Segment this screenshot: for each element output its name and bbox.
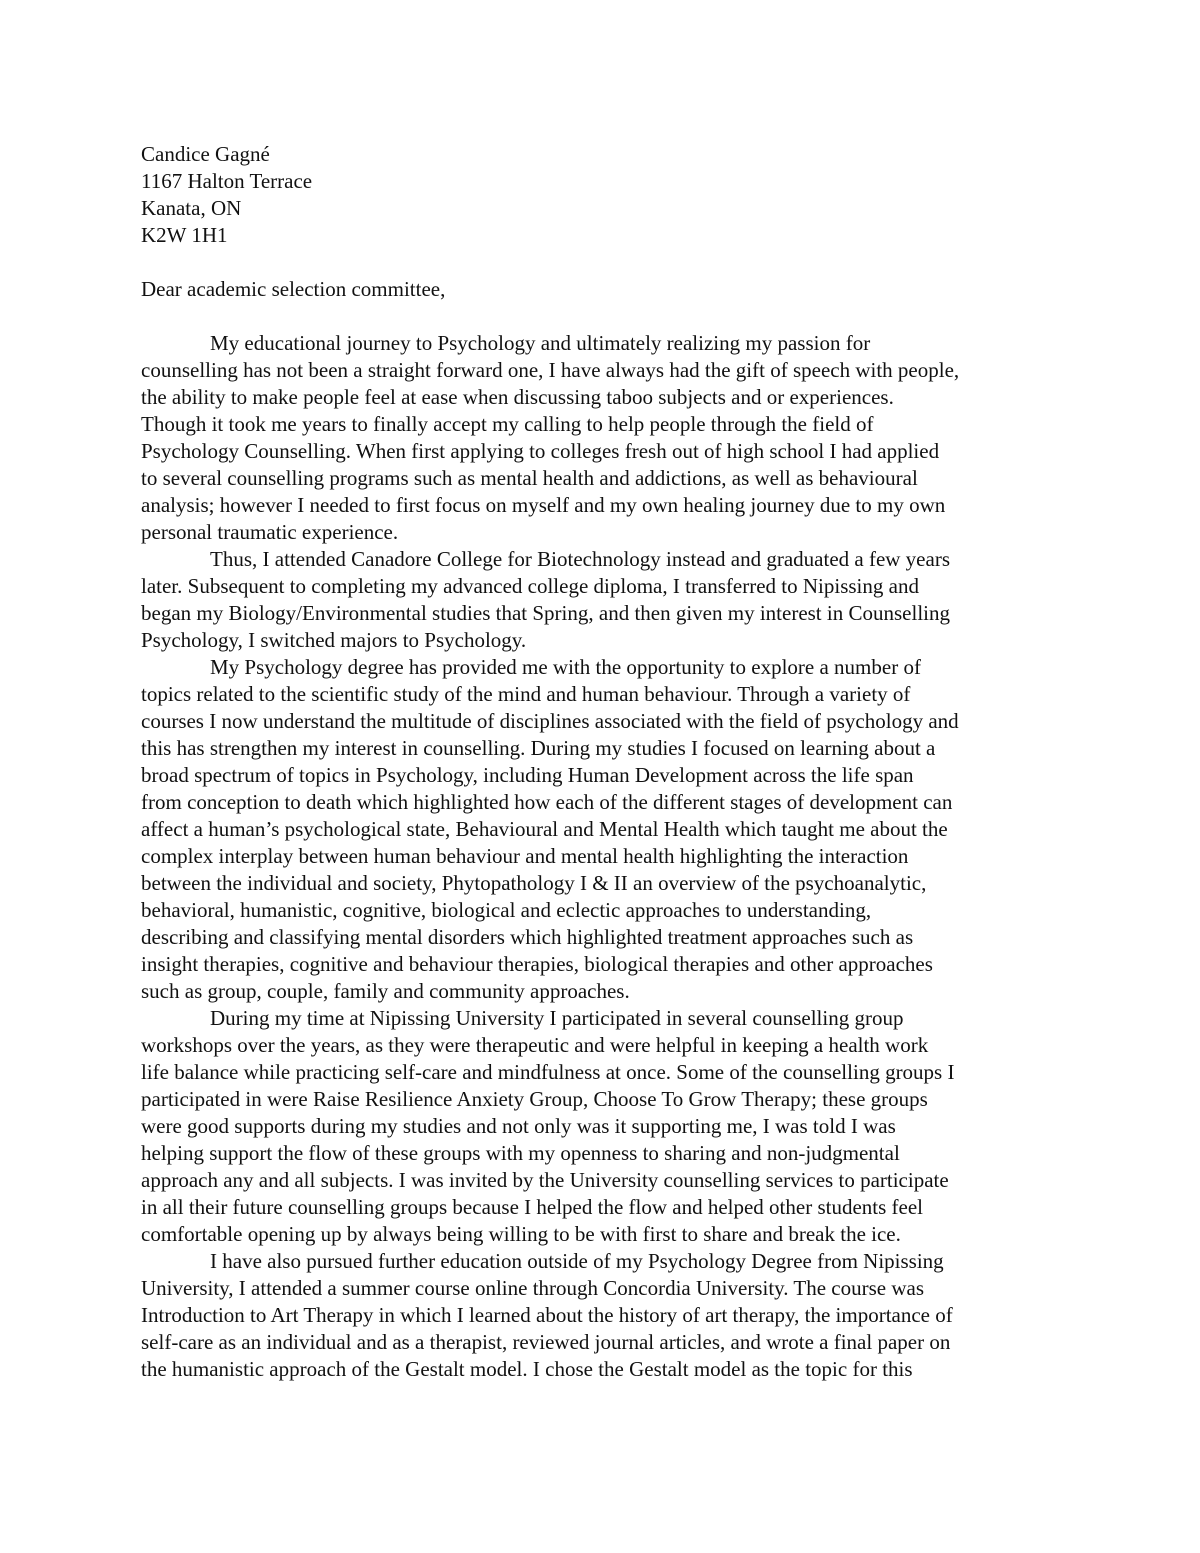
paragraph-line: such as group, couple, family and community approaches.	[141, 979, 630, 1003]
paragraph-line: participated in were Raise Resilience Anxiety Group, Choose To Grow Therapy; these groups	[141, 1087, 928, 1111]
paragraph-line: in all their future counselling groups because I helped the flow and helped other students feel	[141, 1195, 924, 1219]
paragraph-line: insight therapies, cognitive and behaviour therapies, biological therapies and other approaches	[141, 952, 933, 976]
paragraph-line: describing and classifying mental disorders which highlighted treatment approaches such as	[141, 925, 914, 949]
sender-street: 1167 Halton Terrace	[141, 169, 313, 193]
paragraph-line: courses I now understand the multitude of disciplines associated with the field of psychology and	[141, 709, 959, 733]
paragraph-line: began my Biology/Environmental studies that Spring, and then given my interest in Counselling	[141, 601, 950, 625]
paragraph-line: self-care as an individual and as a therapist, reviewed journal articles, and wrote a final paper on	[141, 1330, 951, 1354]
paragraph-line: topics related to the scientific study of the mind and human behaviour. Through a variety of	[141, 682, 911, 706]
paragraph-line: the ability to make people feel at ease when discussing taboo subjects and or experiences.	[141, 385, 894, 409]
paragraph-line: Psychology Counselling. When first applying to colleges fresh out of high school I had applied	[141, 439, 940, 463]
paragraph-line: Psychology, I switched majors to Psychology.	[141, 628, 527, 652]
spacer	[141, 303, 1071, 330]
paragraph-line: Though it took me years to finally accept my calling to help people through the field of	[141, 412, 874, 436]
paragraph-line: workshops over the years, as they were therapeutic and were helpful in keeping a health work	[141, 1033, 929, 1057]
paragraph-line: approach any and all subjects. I was invited by the University counselling services to participate	[141, 1168, 949, 1192]
paragraph-line: helping support the flow of these groups with my openness to sharing and non-judgmental	[141, 1141, 900, 1165]
sender-name: Candice Gagné	[141, 142, 270, 166]
paragraph-line: complex interplay between human behaviour and mental health highlighting the interaction	[141, 844, 909, 868]
paragraph-line: personal traumatic experience.	[141, 520, 399, 544]
paragraph-line: I have also pursued further education outside of my Psychology Degree from Nipissing	[210, 1249, 944, 1273]
paragraph-line: affect a human’s psychological state, Behavioural and Mental Health which taught me about the	[141, 817, 948, 841]
paragraph-line: to several counselling programs such as mental health and addictions, as well as behavioural	[141, 466, 918, 490]
paragraph-line: this has strengthen my interest in counselling. During my studies I focused on learning about a	[141, 736, 936, 760]
sender-postal-code: K2W 1H1	[141, 223, 228, 247]
paragraph-line: My Psychology degree has provided me with the opportunity to explore a number of	[210, 655, 921, 679]
paragraph	[141, 330, 1071, 546]
sender-address	[141, 141, 1071, 249]
paragraph	[141, 1005, 1071, 1248]
paragraph-line: University, I attended a summer course online through Concordia University. The course was	[141, 1276, 925, 1300]
letter-body	[141, 141, 1071, 1383]
paragraph	[141, 1248, 1071, 1383]
paragraph-line: analysis; however I needed to first focus on myself and my own healing journey due to my own	[141, 493, 946, 517]
sender-city: Kanata, ON	[141, 196, 242, 220]
paragraph-line: were good supports during my studies and not only was it supporting me, I was told I was	[141, 1114, 896, 1138]
paragraph-line: broad spectrum of topics in Psychology, including Human Development across the life span	[141, 763, 914, 787]
paragraph-line: Thus, I attended Canadore College for Biotechnology instead and graduated a few years	[210, 547, 950, 571]
paragraph	[141, 546, 1071, 654]
paragraph-line: Introduction to Art Therapy in which I learned about the history of art therapy, the importance of	[141, 1303, 953, 1327]
paragraph-line: During my time at Nipissing University I participated in several counselling group	[210, 1006, 904, 1030]
salutation: Dear academic selection committee,	[141, 277, 446, 301]
paragraph-line: counselling has not been a straight forward one, I have always had the gift of speech with people,	[141, 358, 960, 382]
spacer	[141, 249, 1071, 276]
paragraph-line: behavioral, humanistic, cognitive, biological and eclectic approaches to understanding,	[141, 898, 872, 922]
paragraph-line: later. Subsequent to completing my advanced college diploma, I transferred to Nipissing and	[141, 574, 919, 598]
paragraph-line: life balance while practicing self-care and mindfulness at once. Some of the counselling groups I	[141, 1060, 955, 1084]
paragraph-line: comfortable opening up by always being willing to be with first to share and break the ice.	[141, 1222, 901, 1246]
paragraph-line: the humanistic approach of the Gestalt model. I chose the Gestalt model as the topic for this	[141, 1357, 913, 1381]
paragraph-line: between the individual and society, Phytopathology I & II an overview of the psychoanalytic,	[141, 871, 927, 895]
paragraph-line: My educational journey to Psychology and ultimately realizing my passion for	[210, 331, 871, 355]
paragraph-line: from conception to death which highlighted how each of the different stages of development can	[141, 790, 953, 814]
paragraph	[141, 654, 1071, 1005]
